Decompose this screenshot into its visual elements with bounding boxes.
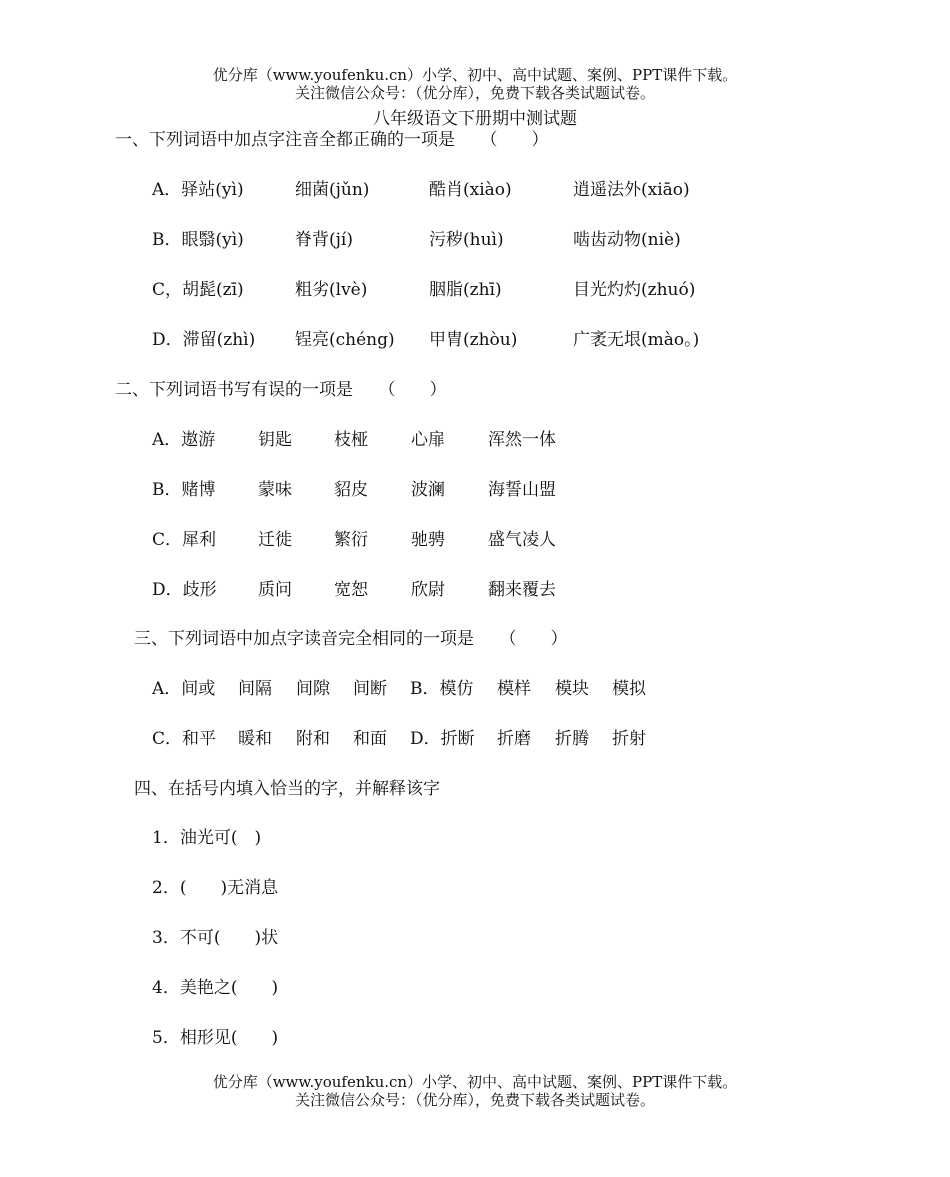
q2-c-word-5: 盛气凌人 [488, 530, 556, 550]
q3-r1-word-6: 模样 [497, 679, 531, 699]
q2-c-word-1: C．犀利 [152, 530, 217, 550]
q2-b-word-5: 海誓山盟 [488, 480, 556, 500]
page-title: 八年级语文下册期中测试题 [373, 109, 577, 129]
question-3-stem: 三、下列词语中加点字读音完全相同的一项是 （ ） [134, 629, 568, 649]
q2-d-word-3: 宽恕 [334, 580, 368, 600]
q2-d-word-4: 欣尉 [411, 580, 445, 600]
q2-a-word-1: A．遨游 [152, 430, 216, 450]
q4-item-1: 1．油光可( ) [152, 828, 262, 848]
page-header [0, 66, 950, 102]
q1-b-word-2: 脊背(jí) [295, 230, 353, 250]
q3-r1-word-8: 模拟 [612, 679, 646, 699]
q3-r1-word-4: 间断 [353, 679, 387, 699]
q2-b-word-1: B．赌博 [152, 480, 216, 500]
question-4-stem: 四、在括号内填入恰当的字，并解释该字 [134, 779, 440, 799]
q3-r1-word-1: A．间或 [152, 679, 216, 699]
question-2-stem: 二、下列词语书写有误的一项是 （ ） [115, 380, 447, 400]
q3-r2-word-5: D．折断 [410, 729, 475, 749]
q1-a-word-1: A．驿站(yì) [152, 180, 244, 200]
q2-c-word-4: 驰骋 [411, 530, 445, 550]
q1-c-word-2: 粗劣(lvè) [295, 280, 368, 300]
q1-a-word-3: 酷肖(xiào) [429, 180, 512, 200]
q3-r2-word-6: 折磨 [497, 729, 531, 749]
q2-a-word-3: 枝桠 [334, 430, 368, 450]
q1-a-word-4: 逍遥法外(xiāo) [573, 180, 690, 200]
q3-r1-word-7: 模块 [555, 679, 589, 699]
q3-r1-word-2: 间隔 [238, 679, 272, 699]
q1-d-word-1: D．滞留(zhì) [152, 330, 256, 350]
q2-a-word-4: 心扉 [411, 430, 445, 450]
q1-c-word-4: 目光灼灼(zhuó) [573, 280, 696, 300]
q3-r1-word-3: 间隙 [296, 679, 330, 699]
footer-line-2: 关注微信公众号：（优分库），免费下载各类试题试卷。 [294, 1091, 655, 1109]
page-footer [0, 1073, 950, 1109]
q2-d-word-1: D．歧形 [152, 580, 217, 600]
q4-item-3: 3．不可( )状 [152, 928, 279, 948]
q1-d-word-2: 锃亮(chéng) [295, 330, 395, 350]
q1-b-word-3: 污秽(huì) [429, 230, 504, 250]
q1-d-word-4: 广袤无垠(mào。) [573, 330, 700, 350]
q3-r2-word-4: 和面 [353, 729, 387, 749]
q1-c-word-1: C，胡髭(zī) [152, 280, 244, 300]
q3-r2-word-1: C．和平 [152, 729, 217, 749]
q1-c-word-3: 胭脂(zhī) [429, 280, 502, 300]
q2-d-word-5: 翻来覆去 [488, 580, 556, 600]
q3-r2-word-2: 暖和 [238, 729, 272, 749]
q1-b-word-4: 啮齿动物(niè) [573, 230, 681, 250]
q2-c-word-2: 迁徙 [258, 530, 292, 550]
q3-r1-word-5: B．模仿 [410, 679, 474, 699]
q3-r2-word-3: 附和 [296, 729, 330, 749]
q2-b-word-3: 貂皮 [334, 480, 368, 500]
q3-r2-word-7: 折腾 [555, 729, 589, 749]
q2-a-word-2: 钥匙 [258, 430, 292, 450]
q2-d-word-2: 质问 [258, 580, 292, 600]
q1-a-word-2: 细菌(jǔn) [295, 180, 370, 200]
q1-d-word-3: 甲胄(zhòu) [429, 330, 518, 350]
q2-b-word-2: 蒙味 [258, 480, 292, 500]
header-line-2: 关注微信公众号：（优分库），免费下载各类试题试卷。 [294, 84, 655, 102]
header-line-1: 优分库（www.youfenku.cn）小学、初中、高中试题、案例、PPT课件下载。 [212, 66, 738, 84]
q1-b-word-1: B．眼翳(yì) [152, 230, 244, 250]
q2-b-word-4: 波澜 [411, 480, 445, 500]
q4-item-5: 5．相形见( ) [152, 1028, 279, 1048]
q2-c-word-3: 繁衍 [334, 530, 368, 550]
question-1-stem: 一、下列词语中加点字注音全都正确的一项是 （ ） [115, 130, 549, 150]
q4-item-4: 4．美艳之( ) [152, 978, 279, 998]
q4-item-2: 2．( )无消息 [152, 878, 279, 898]
q2-a-word-5: 浑然一体 [488, 430, 556, 450]
footer-line-1: 优分库（www.youfenku.cn）小学、初中、高中试题、案例、PPT课件下载。 [212, 1073, 738, 1091]
q3-r2-word-8: 折射 [612, 729, 646, 749]
